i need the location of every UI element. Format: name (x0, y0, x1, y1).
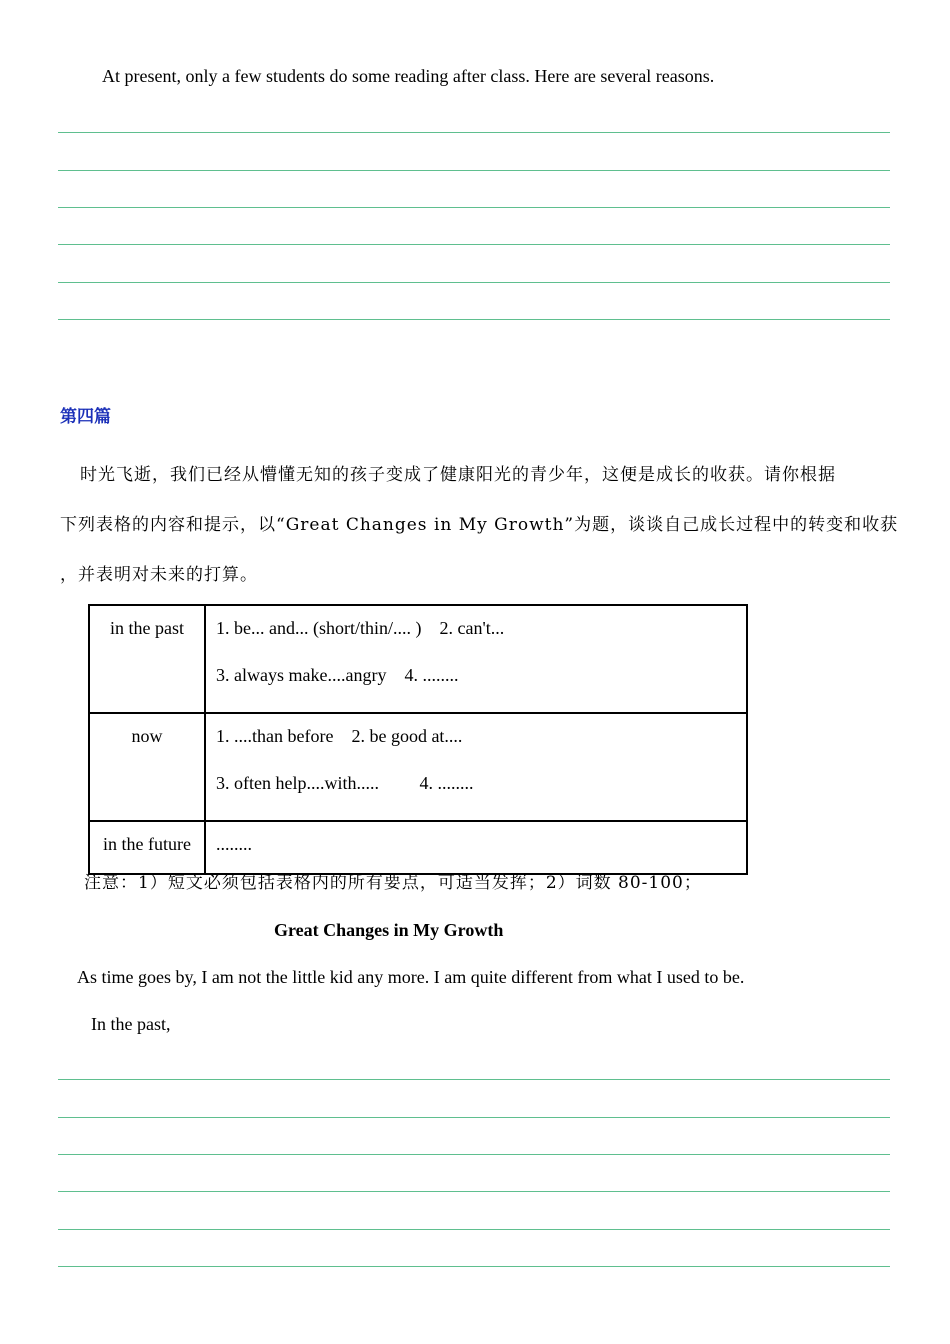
row-items (205, 605, 747, 713)
row-items (205, 713, 747, 821)
note: 注意：1）短文必须包括表格内的所有要点，可适当发挥；2）词数 80-100； (84, 873, 702, 893)
writing-line (58, 319, 890, 320)
row-label: in the future (89, 821, 205, 874)
row-label: in the past (89, 605, 205, 713)
essay-start: In the past, (91, 1014, 171, 1034)
table-row (89, 713, 747, 821)
writing-line (58, 244, 890, 245)
item-line: 1. ....than before 2. be good at.... (216, 726, 463, 746)
writing-line (58, 1079, 890, 1080)
writing-line (58, 170, 890, 171)
intro-sentence: At present, only a few students do some reading after class. Here are several reasons. (102, 66, 715, 86)
writing-line (58, 207, 890, 208)
item-line: ........ (216, 834, 252, 854)
prompt-line-1: 时光飞逝，我们已经从懵懂无知的孩子变成了健康阳光的青少年，这便是成长的收获。请你根据 (80, 465, 836, 485)
writing-line (58, 1191, 890, 1192)
hint-table (88, 604, 748, 875)
row-items (205, 821, 747, 874)
writing-line (58, 1229, 890, 1230)
prompt-line-3: ，并表明对未来的打算。 (60, 565, 258, 585)
writing-line (58, 282, 890, 283)
item-line: 1. be... and... (short/thin/.... ) 2. can't... (216, 618, 505, 638)
essay-opening: As time goes by, I am not the little kid any more. I am quite different from what I used to be. (77, 967, 745, 987)
table-row (89, 605, 747, 713)
writing-line (58, 1117, 890, 1118)
writing-line (58, 132, 890, 133)
writing-line (58, 1266, 890, 1267)
table-row (89, 821, 747, 874)
essay-title: Great Changes in My Growth (274, 920, 504, 940)
item-line: 3. always make....angry 4. ........ (216, 665, 459, 685)
section-title: 第四篇 (60, 407, 111, 426)
writing-line (58, 1154, 890, 1155)
prompt-line-2: 下列表格的内容和提示，以“Great Changes in My Growth”为题，谈谈自己成长过程中的转变和收获 (60, 515, 899, 535)
item-line: 3. often help....with..... 4. ........ (216, 773, 474, 793)
row-label: now (89, 713, 205, 821)
